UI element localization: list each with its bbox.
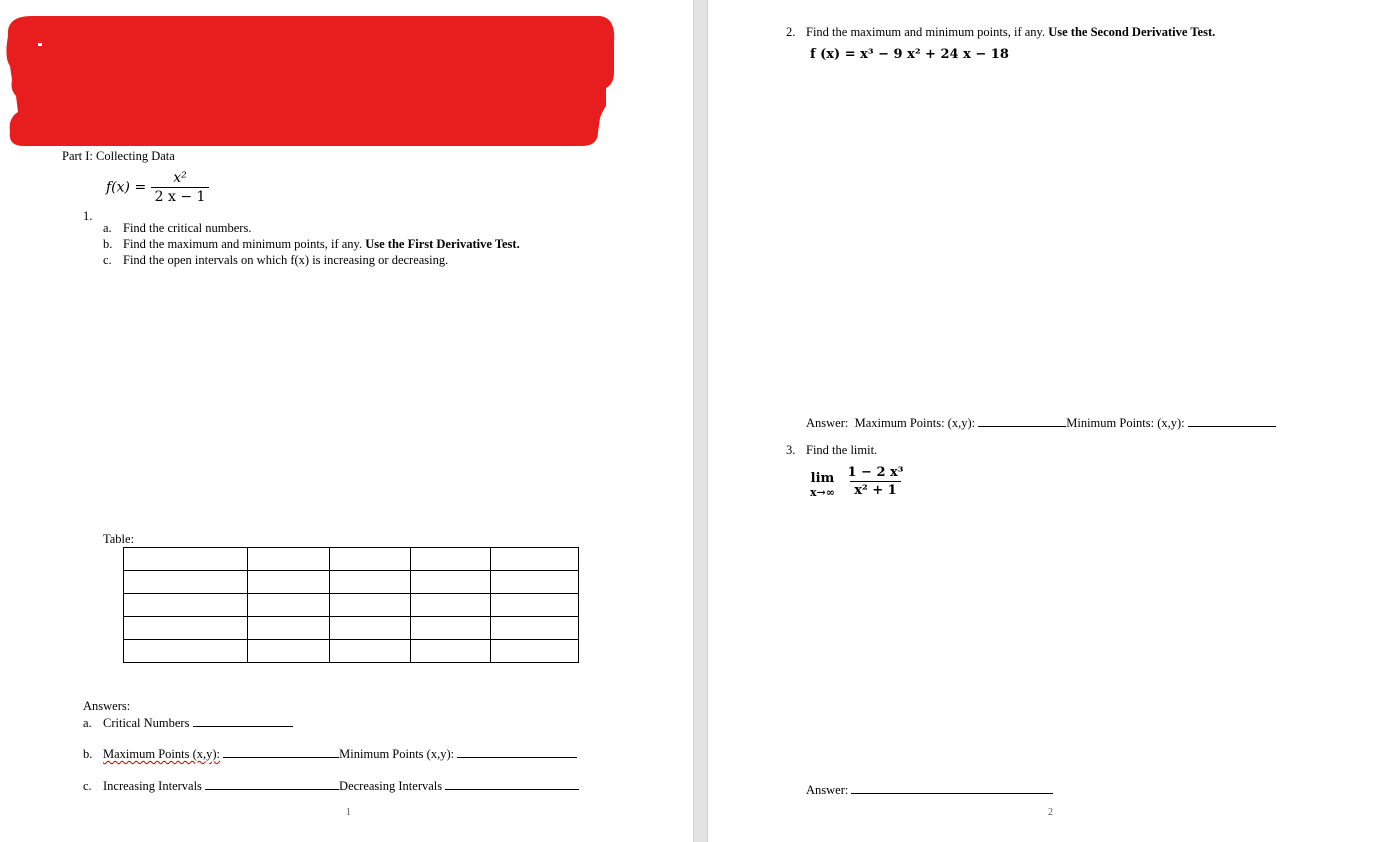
q1-item-c: [103, 253, 448, 268]
q3-number: 3.: [786, 443, 796, 457]
answer-letter: b.: [83, 747, 93, 761]
max-points-label: Maximum Points (x,y):: [103, 747, 221, 761]
q1-number: 1.: [83, 209, 93, 223]
q1-item-letter: b.: [103, 237, 113, 251]
min-points-label: Minimum Points (x,y):: [339, 747, 455, 761]
table-cell[interactable]: [491, 548, 579, 571]
page-number: 2: [1048, 807, 1053, 818]
q3-lim-sub: x→∞: [810, 486, 835, 499]
q2-max-blank[interactable]: [978, 414, 1066, 427]
table-row: [124, 594, 579, 617]
q3-numerator: 1 − 2 x³: [847, 464, 904, 480]
table-cell[interactable]: [491, 640, 579, 663]
answer-intervals: [83, 777, 579, 794]
table-row: [124, 571, 579, 594]
q1-function: [106, 170, 209, 205]
answer-max-min-points: [83, 745, 577, 762]
critical-numbers-blank[interactable]: [193, 714, 293, 727]
answer-letter: c.: [83, 779, 92, 793]
page-number: 1: [346, 807, 351, 818]
q2-answer-line: [806, 414, 1276, 431]
q1-denominator: 2 x − 1: [151, 187, 210, 205]
q3-answer-label: Answer:: [806, 783, 849, 797]
q2-number: 2.: [786, 25, 796, 39]
q2-answer-label: Answer:: [806, 416, 849, 430]
q3-fraction: [843, 465, 907, 498]
table-cell[interactable]: [411, 640, 491, 663]
document-page-2: [708, 0, 1379, 842]
q2-max-label: Maximum Points: (x,y):: [854, 416, 976, 430]
table-cell[interactable]: [491, 594, 579, 617]
table-cell[interactable]: [124, 571, 248, 594]
answers-label: Answers:: [83, 699, 131, 713]
table-cell[interactable]: [248, 640, 330, 663]
min-points-blank[interactable]: [457, 745, 577, 758]
q1-item-b: [103, 237, 520, 252]
table-cell[interactable]: [491, 617, 579, 640]
table-cell[interactable]: [411, 617, 491, 640]
q3-answer-blank[interactable]: [851, 781, 1053, 794]
q3-lim-block: [810, 463, 835, 499]
q2-min-blank[interactable]: [1188, 414, 1276, 427]
answer-letter: a.: [83, 716, 92, 730]
decreasing-intervals-label: Decreasing Intervals: [339, 779, 443, 793]
table-cell[interactable]: [411, 594, 491, 617]
q1-item-text: Find the maximum and minimum points, if any.: [123, 237, 363, 251]
q2-prompt: [786, 25, 1215, 40]
table-cell[interactable]: [124, 617, 248, 640]
table-label: Table:: [103, 532, 135, 546]
q1-item-a: [103, 221, 251, 236]
table-row: [124, 617, 579, 640]
part-title: Part I: Collecting Data: [62, 149, 175, 163]
table-cell[interactable]: [248, 594, 330, 617]
increasing-intervals-blank[interactable]: [205, 777, 339, 790]
q2-min-label: Minimum Points: (x,y):: [1066, 416, 1185, 430]
q3-limit-expression: [810, 463, 908, 499]
q1-numerator: x²: [173, 170, 187, 186]
table-cell[interactable]: [411, 548, 491, 571]
table-cell[interactable]: [330, 571, 411, 594]
critical-numbers-label: Critical Numbers: [103, 716, 190, 730]
q3-text: Find the limit.: [806, 443, 878, 457]
q3-lim: lim: [810, 471, 835, 486]
q1-function-lhs: f(x) =: [106, 179, 147, 196]
q2-text: Find the maximum and minimum points, if any.: [806, 25, 1046, 39]
table-cell[interactable]: [330, 640, 411, 663]
page-gutter: [693, 0, 708, 842]
q1-item-text: Find the open intervals on which f(x) is increasing or decreasing.: [123, 253, 449, 267]
table-cell[interactable]: [411, 571, 491, 594]
table-cell[interactable]: [491, 571, 579, 594]
q1-item-bold: Use the First Derivative Test.: [365, 237, 520, 251]
q1-item-letter: a.: [103, 221, 112, 235]
decreasing-intervals-blank[interactable]: [445, 777, 579, 790]
table-row: [124, 640, 579, 663]
table-cell[interactable]: [124, 594, 248, 617]
table-cell[interactable]: [248, 571, 330, 594]
max-points-blank[interactable]: [223, 745, 339, 758]
table-cell[interactable]: [248, 617, 330, 640]
q3-prompt: [786, 443, 877, 458]
q3-answer-line: [806, 781, 1053, 798]
table-cell[interactable]: [330, 617, 411, 640]
table-row: [124, 548, 579, 571]
redaction-mark: [2, 14, 618, 148]
q1-function-fraction: [151, 170, 210, 205]
q1-item-letter: c.: [103, 253, 112, 267]
table-cell[interactable]: [124, 548, 248, 571]
table-cell[interactable]: [248, 548, 330, 571]
answer-critical-numbers: [83, 714, 293, 731]
table-cell[interactable]: [124, 640, 248, 663]
q1-item-text: Find the critical numbers.: [123, 221, 252, 235]
q2-function: f (x) = x³ − 9 x² + 24 x − 18: [810, 47, 1009, 62]
table-cell[interactable]: [330, 594, 411, 617]
table-cell[interactable]: [330, 548, 411, 571]
data-table[interactable]: [123, 547, 579, 663]
q2-bold: Use the Second Derivative Test.: [1048, 25, 1216, 39]
increasing-intervals-label: Increasing Intervals: [103, 779, 202, 793]
q3-denominator: x² + 1: [850, 481, 900, 498]
